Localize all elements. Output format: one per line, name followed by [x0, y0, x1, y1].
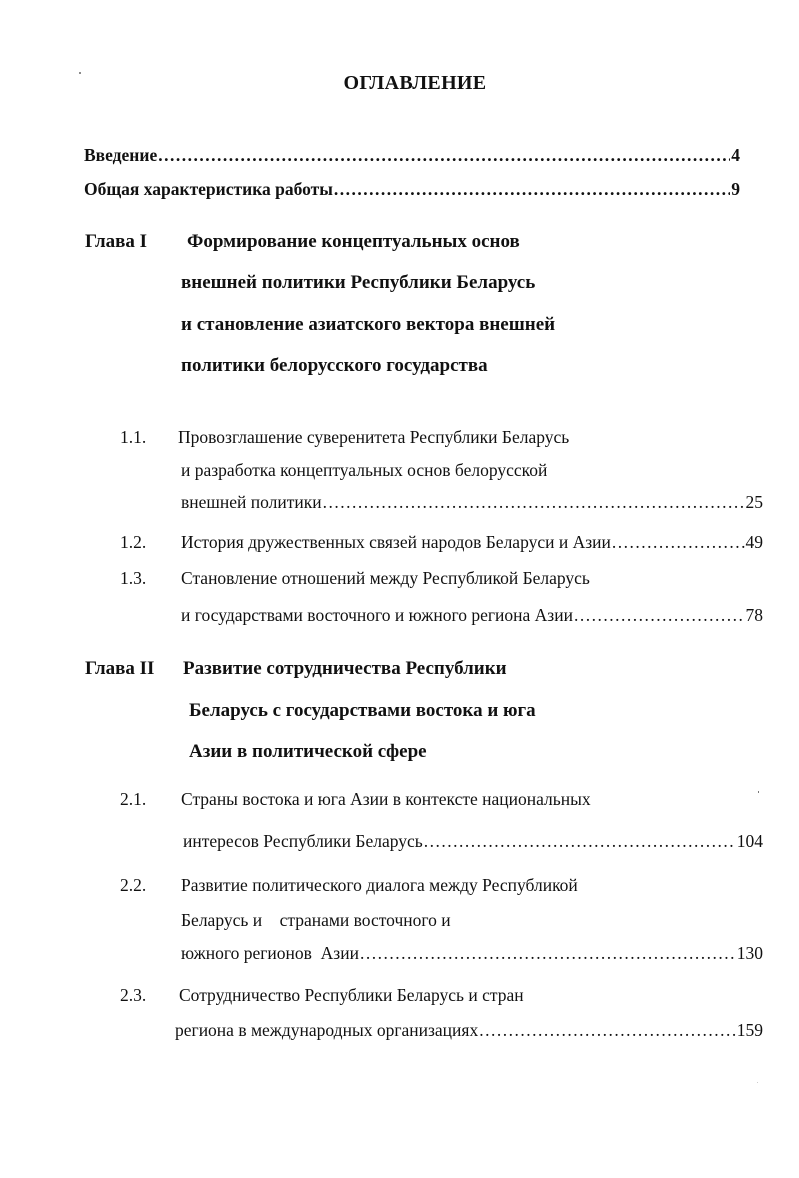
section-2-2-line[interactable]: Беларусь и странами восточного и: [181, 910, 451, 930]
dot-leader: [424, 833, 736, 851]
toc-entry-section-2-1[interactable]: [183, 833, 763, 851]
chapter-2-title-line[interactable]: Беларусь с государствами востока и юга: [189, 700, 536, 721]
toc-page-number: 159: [736, 1020, 763, 1040]
chapter-1-title-line[interactable]: внешней политики Республики Беларусь: [181, 272, 536, 293]
section-1-3-line[interactable]: Становление отношений между Республикой Беларусь: [181, 568, 590, 588]
toc-page-number: 9: [731, 179, 740, 199]
toc-entry-section-1-3[interactable]: [181, 607, 763, 625]
section-number: 1.2.: [120, 532, 147, 552]
section-2-3-line: региона в международных организациях: [175, 1020, 479, 1040]
section-1-1-line[interactable]: Провозглашение суверенитета Республики Беларусь: [178, 427, 570, 447]
dot-leader: [323, 494, 745, 512]
toc-page-number: 130: [736, 943, 763, 963]
section-2-1-line: интересов Республики Беларусь: [183, 831, 423, 851]
toc-entry-introduction[interactable]: [84, 147, 740, 165]
section-1-3-line: и государствами восточного и южного региона Азии: [181, 605, 573, 625]
section-number: 1.1.: [120, 427, 147, 447]
chapter-1-title-line[interactable]: Формирование концептуальных основ: [187, 231, 520, 252]
section-2-2-line: южного регионов Азии: [181, 943, 359, 963]
section-number: 2.2.: [120, 875, 147, 895]
toc-entry-section-1-2[interactable]: [181, 534, 763, 552]
toc-page-number: 4: [731, 145, 740, 165]
toc-page-number: 78: [745, 605, 763, 625]
scan-speck: [79, 72, 81, 74]
toc-entry-label: Введение: [84, 145, 158, 165]
dot-leader: [158, 147, 730, 165]
toc-entry-section-2-3[interactable]: [175, 1022, 763, 1040]
chapter-2-title-line[interactable]: Развитие сотрудничества Республики: [183, 658, 507, 679]
toc-entry-label: Общая характеристика работы: [84, 179, 333, 199]
section-2-2-line[interactable]: Развитие политического диалога между Республикой: [181, 875, 578, 895]
section-1-1-line: внешней политики: [181, 492, 322, 512]
chapter-2-label: Глава II: [85, 658, 155, 679]
dot-leader: [612, 534, 745, 552]
section-1-1-line[interactable]: и разработка концептуальных основ белорусской: [181, 460, 548, 480]
section-number: 2.3.: [120, 985, 147, 1005]
toc-page-number: 49: [745, 532, 763, 552]
section-number: 1.3.: [120, 568, 147, 588]
dot-leader: [334, 181, 730, 199]
section-2-1-line[interactable]: Страны востока и юга Азии в контексте национальных: [181, 789, 591, 809]
scan-speck: [757, 1082, 758, 1083]
chapter-1-label: Глава I: [85, 231, 148, 252]
dot-leader: [479, 1022, 736, 1040]
dot-leader: [360, 945, 736, 963]
chapter-1-title-line[interactable]: политики белорусского государства: [181, 355, 488, 376]
toc-page-number: 25: [745, 492, 763, 512]
section-2-3-line[interactable]: Сотрудничество Республики Беларусь и стран: [179, 985, 524, 1005]
dot-leader: [574, 607, 745, 625]
toc-entry-section-1-1[interactable]: [181, 494, 763, 512]
scan-speck: [758, 791, 759, 793]
section-number: 2.1.: [120, 789, 147, 809]
toc-entry-section-2-2[interactable]: [181, 945, 763, 963]
section-1-2-line: История дружественных связей народов Беларуси и Азии: [181, 532, 611, 552]
chapter-1-title-line[interactable]: и становление азиатского вектора внешней: [181, 314, 556, 335]
page-title: ОГЛАВЛЕНИЕ: [343, 72, 487, 94]
toc-page-number: 104: [736, 831, 763, 851]
toc-entry-general-characteristics[interactable]: [84, 181, 740, 199]
chapter-2-title-line[interactable]: Азии в политической сфере: [189, 741, 427, 762]
